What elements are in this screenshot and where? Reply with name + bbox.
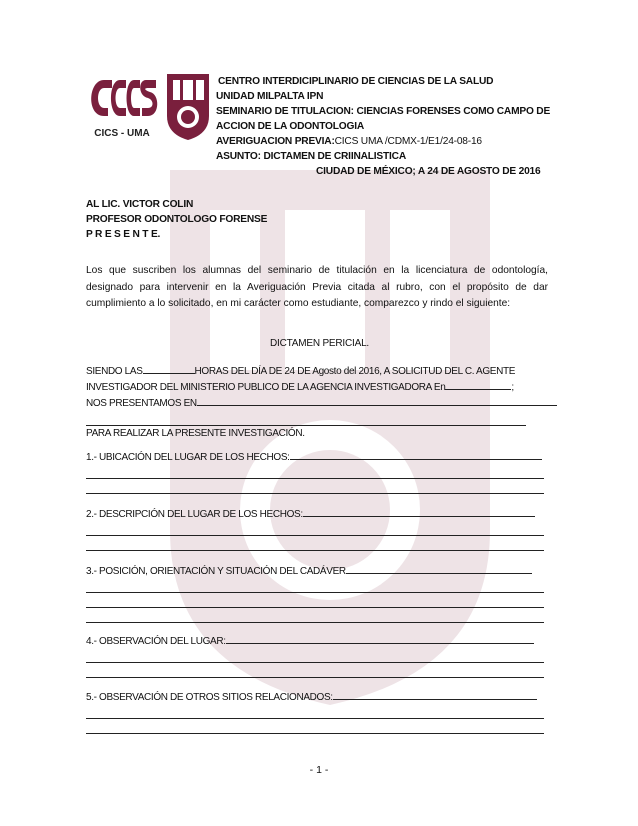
- header-line-seminar-cont: ACCION DE LA ODONTOLOGIA: [216, 121, 365, 132]
- section-posicion: [86, 563, 548, 623]
- document-title: DICTAMEN PERICIAL.: [270, 338, 370, 349]
- body-part3: INVESTIGADOR DEL MINISTERIO PUBLICO DE LA AGENCIA INVESTIGADORA En: [86, 382, 446, 393]
- section-blank-line[interactable]: [86, 521, 544, 536]
- averiguacion-value: CICS UMA /CDMX-1/E1/24-08-16: [334, 136, 482, 147]
- section-blank-field[interactable]: [303, 506, 535, 517]
- body-part4: NOS PRESENTAMOS EN: [86, 398, 197, 409]
- section-otros-sitios: [86, 689, 548, 734]
- body-part1: SIENDO LAS: [86, 366, 143, 377]
- section-heading: 3.- POSICIÓN, ORIENTACIÓN Y SITUACIÓN DEL CADÁVER: [86, 566, 346, 577]
- header-line-asunto: ASUNTO: DICTAMEN DE CRIINALISTICA: [216, 151, 406, 162]
- section-blank-line[interactable]: [86, 704, 544, 719]
- section-blank-line[interactable]: [86, 479, 544, 494]
- header-line-unit: UNIDAD MILPALTA IPN: [216, 91, 324, 102]
- page-number: - 1 -: [309, 764, 329, 776]
- header-line-averiguacion: [216, 134, 550, 149]
- section-ubicacion: [86, 449, 548, 494]
- location-blank-line[interactable]: [86, 411, 526, 426]
- header-line-date: CIUDAD DE MÉXICO; A 24 DE AGOSTO DE 2016: [316, 166, 541, 177]
- section-heading: 1.- UBICACIÓN DEL LUGAR DE LOS HECHOS:: [86, 452, 290, 463]
- cics-uma-logo-icon: [82, 72, 162, 142]
- body-part5: PARA REALIZAR LA PRESENTE INVESTIGACIÓN.: [86, 428, 305, 439]
- ipn-shield-icon: [165, 72, 211, 142]
- section-blank-line[interactable]: [86, 648, 544, 663]
- section-blank-field[interactable]: [226, 633, 534, 644]
- hours-blank-field[interactable]: [143, 363, 195, 374]
- section-blank-line[interactable]: [86, 663, 544, 678]
- section-blank-field[interactable]: [290, 449, 542, 460]
- section-blank-line[interactable]: [86, 608, 544, 623]
- addressee-name: AL LIC. VICTOR COLIN: [86, 199, 194, 210]
- cics-logo-text: CICS - UMA: [94, 128, 150, 139]
- section-blank-line[interactable]: [86, 464, 544, 479]
- section-blank-field[interactable]: [333, 689, 537, 700]
- section-blank-field[interactable]: [346, 563, 532, 574]
- body-statement: [86, 363, 548, 441]
- averiguacion-label: AVERIGUACION PREVIA:: [216, 136, 335, 147]
- addressee-block: [86, 197, 267, 242]
- section-blank-line[interactable]: [86, 578, 544, 593]
- section-heading: 2.- DESCRIPCIÓN DEL LUGAR DE LOS HECHOS:: [86, 509, 303, 520]
- header-line-seminar: SEMINARIO DE TITULACION: CIENCIAS FORENSES COMO CAMPO DE: [216, 106, 551, 117]
- section-heading: 5.- OBSERVACIÓN DE OTROS SITIOS RELACIONADOS:: [86, 692, 333, 703]
- section-descripcion: [86, 506, 548, 551]
- section-heading: 4.- OBSERVACIÓN DEL LUGAR:: [86, 636, 226, 647]
- section-observacion-lugar: [86, 633, 548, 678]
- ipn-logo: [165, 72, 211, 142]
- addressee-title: PROFESOR ODONTOLOGO FORENSE: [86, 214, 268, 225]
- location-blank-field[interactable]: [197, 395, 557, 406]
- body-part3-end: ;: [511, 382, 514, 393]
- agency-blank-field[interactable]: [445, 379, 511, 390]
- header-line-institution: CENTRO INTERDICIPLINARIO DE CIENCIAS DE LA SALUD: [218, 76, 494, 87]
- addressee-presente: P R E S E N T E.: [86, 229, 161, 240]
- section-blank-line[interactable]: [86, 719, 544, 734]
- document-header: [216, 74, 550, 179]
- cics-uma-logo: [82, 72, 162, 142]
- intro-paragraph: Los que suscriben los alumnas del seminario de titulación en la licenciatura de odontología, designado para intervenir en la Averiguación Previa citada al rubro, con el propósito de dar cumplimiento a lo solicitado, en mi carácter como estudiante, comparezco y rindo el siguiente:: [86, 265, 548, 309]
- body-part2: HORAS DEL DÍA DE 24 DE Agosto del 2016, A SOLICITUD DEL C. AGENTE: [194, 366, 516, 377]
- section-blank-line[interactable]: [86, 536, 544, 551]
- section-blank-line[interactable]: [86, 593, 544, 608]
